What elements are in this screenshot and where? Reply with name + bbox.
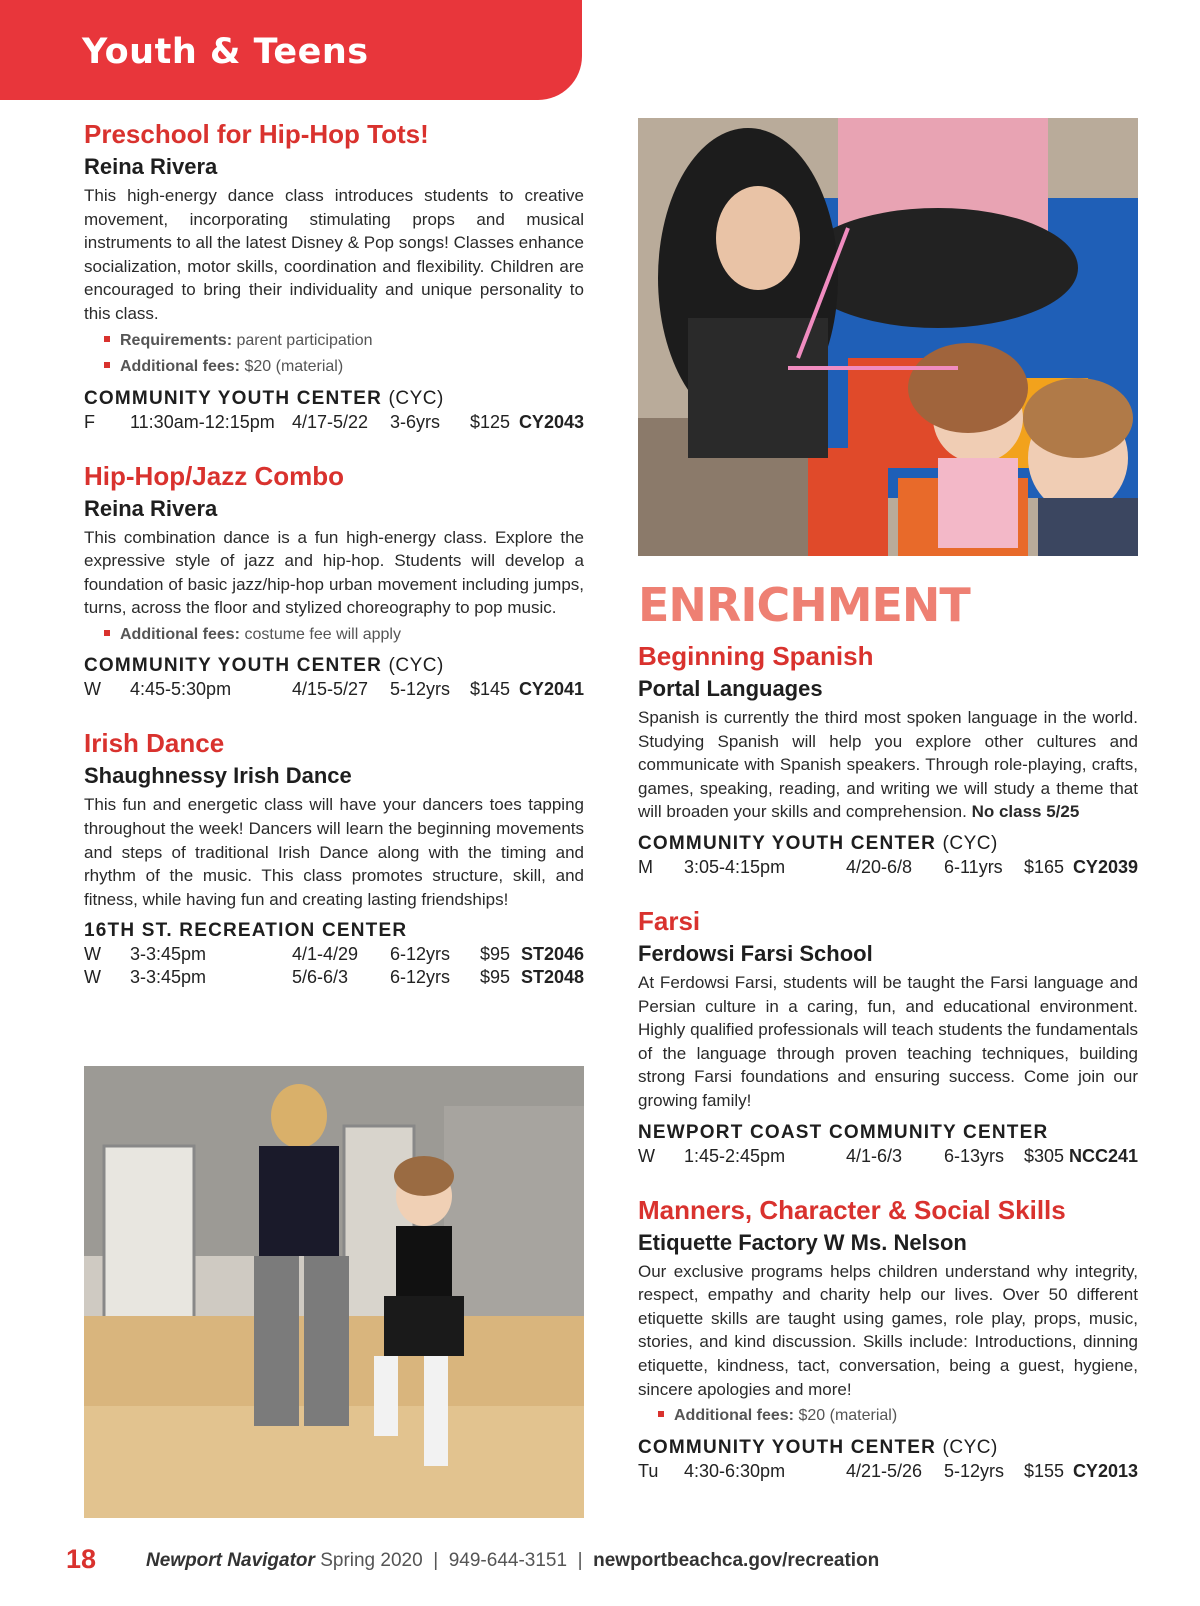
session-dates: 5/6-6/3 (292, 967, 349, 988)
program-description (84, 184, 584, 326)
program-requirement (104, 624, 584, 647)
location-abbr: (CYC) (388, 655, 444, 677)
location-title: COMMUNITY YOUTH CENTER (638, 1436, 937, 1458)
session-row (638, 1460, 1138, 1483)
program-description (84, 793, 584, 911)
phone-number: 949-644-3151 (448, 1550, 568, 1571)
program-description (84, 526, 584, 620)
location-title: 16TH ST. RECREATION CENTER (84, 920, 408, 942)
session-fee: $145 (469, 679, 510, 700)
location-title: NEWPORT COAST COMMUNITY CENTER (638, 1121, 1049, 1143)
program-title: Manners, Character & Social Skills (638, 1194, 1066, 1225)
session-time: 11:30am-12:15pm (130, 411, 275, 432)
program-description (638, 971, 1138, 1113)
session-day: F (84, 411, 95, 432)
program-title: Irish Dance (84, 728, 225, 759)
session-dates: 4/1-6/3 (846, 1145, 903, 1166)
description-text: This fun and energetic class will have your dancers toes tapping throughout the week! Dancers will learn the beginning movements and steps of traditional Irish Dance along with the timing and rhythm of the music. This class promotes structure, skill, and fitness, while having fun and creating lasting friendships! (84, 795, 584, 909)
instructor-name: Ferdowsi Farsi School (638, 940, 873, 966)
program-listing (84, 727, 584, 989)
photo-teacher-with-children (638, 118, 1138, 556)
program-listing (638, 905, 1138, 1168)
session-day: M (638, 856, 653, 877)
session-fee: $155 (1023, 1460, 1064, 1481)
requirement-value: costume fee will apply (244, 625, 401, 643)
separator: | (577, 1550, 583, 1571)
program-listing (638, 1194, 1138, 1483)
program-requirement (104, 330, 584, 353)
session-dates: 4/15-5/27 (292, 679, 369, 700)
bullet-square-icon (104, 630, 110, 636)
session-ages: 6-12yrs (390, 944, 451, 965)
session-time: 4:30-6:30pm (684, 1460, 786, 1481)
course-code[interactable]: NCC241 (1068, 1145, 1138, 1166)
session-ages: 6-13yrs (944, 1145, 1005, 1166)
section-header-tab (0, 0, 582, 100)
session-dates: 4/17-5/22 (292, 411, 369, 432)
session-day: W (84, 679, 101, 700)
instructor-name: Reina Rivera (84, 154, 218, 179)
program-requirement (104, 356, 584, 379)
location-name (638, 1436, 1138, 1460)
program-title: Farsi (638, 905, 701, 936)
session-dates: 4/1-4/29 (292, 944, 359, 965)
description-text: Spanish is currently the third most spoken language in the world. Studying Spanish will help you explore other cultures and communicate with Spanish speakers. Through role-playing, crafts, games, speaking, reading, and writing we will study a theme that will broaden your skills and comprehension. (638, 708, 1138, 822)
photo-dance-class (84, 1066, 584, 1518)
session-ages: 5-12yrs (390, 679, 451, 700)
location-name (638, 1121, 1138, 1145)
separator: | (433, 1550, 439, 1571)
description-text: This high-energy dance class introduces students to creative movement, incorporating stimulating props and musical instruments to all the latest Disney & Pop songs! Classes enhance socialization, motor skills, coordination and flexibility. Children are encouraged to bring their individuality and unique personality to this class. (84, 186, 584, 323)
section-title: Youth & Teens (82, 32, 369, 72)
session-fee: $125 (469, 411, 510, 432)
course-code[interactable]: ST2046 (520, 944, 584, 965)
program-title: Hip-Hop/Jazz Combo (84, 460, 344, 491)
session-fee: $165 (1023, 856, 1064, 877)
location-name (638, 832, 1138, 856)
course-code[interactable]: CY2041 (518, 679, 584, 700)
program-listing (638, 640, 1138, 879)
bullet-square-icon (658, 1411, 664, 1417)
program-description (638, 1260, 1138, 1402)
session-time: 4:45-5:30pm (130, 679, 232, 700)
magazine-name: Newport Navigator (146, 1550, 315, 1571)
session-dates: 4/20-6/8 (846, 856, 913, 877)
session-day: W (84, 944, 101, 965)
page-footer (0, 1544, 1200, 1584)
schedule-note: No class 5/25 (971, 802, 1080, 822)
course-code[interactable]: CY2039 (1072, 856, 1138, 877)
bullet-square-icon (104, 336, 110, 342)
location-name (84, 654, 584, 678)
program-requirement (658, 1405, 1138, 1428)
session-ages: 5-12yrs (944, 1460, 1005, 1481)
enrichment-heading: ENRICHMENT (638, 578, 970, 632)
session-time: 3-3:45pm (130, 944, 207, 965)
instructor-name: Portal Languages (638, 676, 823, 701)
description-text: This combination dance is a fun high-energy class. Explore the expressive style of jazz and hip-hop. Students will develop a foundation of basic jazz/hip-hop urban movement including jumps, turns, across the floor and stylized choreography to pop music. (84, 527, 584, 618)
requirement-label: Requirements: (120, 331, 233, 349)
bullet-square-icon (104, 362, 110, 368)
location-abbr: (CYC) (942, 832, 998, 854)
requirement-value: $20 (material) (798, 1407, 898, 1425)
session-day: Tu (638, 1460, 659, 1481)
session-fee: $305 (1023, 1145, 1064, 1166)
instructor-name: Etiquette Factory W Ms. Nelson (638, 1229, 967, 1255)
location-title: COMMUNITY YOUTH CENTER (84, 655, 383, 677)
session-ages: 3-6yrs (390, 411, 441, 432)
right-column (638, 640, 1138, 1509)
requirement-label: Additional fees: (674, 1407, 795, 1425)
session-ages: 6-11yrs (944, 856, 1003, 877)
location-name (84, 387, 584, 411)
session-row (638, 856, 1138, 879)
instructor-name: Reina Rivera (84, 495, 218, 521)
footer-text (146, 1550, 879, 1572)
session-row (84, 678, 584, 701)
program-listing (84, 460, 584, 702)
website-link[interactable]: newportbeachca.gov/recreation (593, 1550, 880, 1571)
program-title: Preschool for Hip-Hop Tots! (84, 119, 429, 149)
session-fee: $95 (479, 944, 510, 965)
session-day: W (84, 967, 101, 988)
session-time: 1:45-2:45pm (684, 1145, 786, 1166)
program-description (638, 706, 1138, 824)
session-row (84, 943, 584, 966)
location-abbr: (CYC) (942, 1436, 998, 1458)
description-text: Our exclusive programs helps children understand why integrity, respect, empathy and charity help our lives. Over 50 different etiquette skills are taught using games, role play, props, music, stories, and kind discussion. Skills include: Introductions, dinning etiquette, kindness, tact, conversation, being a guest, hygiene, sincere apologies and more! (638, 1261, 1138, 1399)
location-name (84, 919, 584, 943)
session-dates: 4/21-5/26 (846, 1460, 923, 1481)
requirement-label: Additional fees: (120, 358, 241, 376)
issue: Spring 2020 (320, 1550, 423, 1571)
location-title: COMMUNITY YOUTH CENTER (84, 387, 383, 409)
program-listing (84, 118, 584, 434)
session-day: W (638, 1145, 655, 1166)
session-row (84, 411, 584, 434)
requirement-value: parent participation (236, 331, 373, 349)
location-title: COMMUNITY YOUTH CENTER (638, 832, 937, 854)
session-fee: $95 (479, 967, 510, 988)
course-code[interactable]: CY2043 (518, 411, 584, 432)
session-time: 3-3:45pm (130, 967, 207, 988)
program-title: Beginning Spanish (638, 641, 874, 671)
page-number: 18 (66, 1544, 97, 1574)
location-abbr: (CYC) (388, 387, 444, 409)
requirement-value: $20 (material) (244, 358, 344, 376)
description-text: At Ferdowsi Farsi, students will be taught the Farsi language and Persian culture in a caring, fun, and educational environment. Highly qualified professionals will teach students the fundamentals of the language through proven teaching techniques, building strong Farsi foundations and ensuring success. Come join our growing family! (638, 972, 1138, 1110)
requirement-label: Additional fees: (120, 625, 241, 643)
course-code[interactable]: CY2013 (1072, 1460, 1138, 1481)
session-row (84, 966, 584, 989)
left-column (84, 118, 584, 1015)
session-row (638, 1145, 1138, 1168)
instructor-name: Shaughnessy Irish Dance (84, 763, 352, 789)
course-code[interactable]: ST2048 (520, 967, 584, 988)
session-ages: 6-12yrs (390, 967, 451, 988)
session-time: 3:05-4:15pm (684, 856, 786, 877)
